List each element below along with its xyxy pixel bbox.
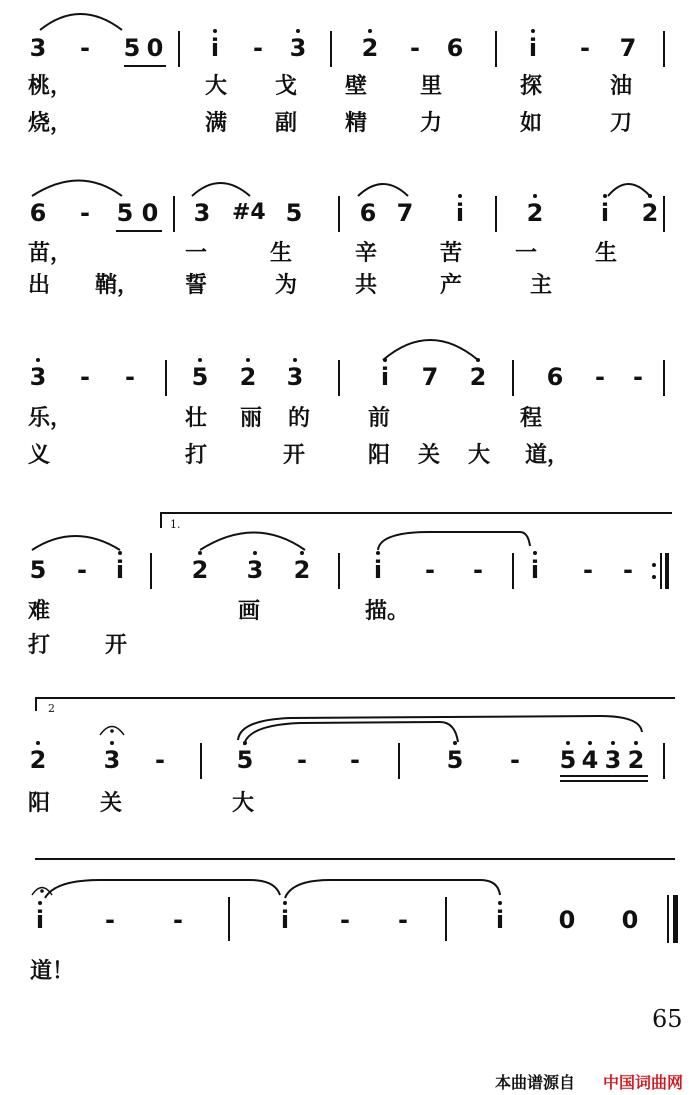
note: i (35, 906, 45, 934)
octave-dot (38, 901, 42, 905)
note: 3 (289, 34, 307, 62)
note: 3 (29, 363, 47, 391)
note: - (580, 34, 590, 62)
lyric-char: 誓 (185, 273, 208, 298)
lyric-char: 一 (185, 241, 208, 266)
lyric-char: 辛 (355, 241, 378, 266)
note: - (105, 906, 115, 934)
lyric-char: 义 (28, 443, 51, 468)
lyric-char: 副 (275, 111, 298, 136)
note: - (80, 34, 90, 62)
note: 5 (191, 363, 209, 391)
note: 3 (103, 746, 121, 774)
note: 4 (581, 746, 599, 774)
lyric-char: 如 (520, 111, 543, 136)
note: 3 (246, 556, 264, 584)
note: - (425, 556, 435, 584)
note: 3 (193, 199, 211, 227)
note: - (80, 363, 90, 391)
note: 3 (29, 34, 47, 62)
note: 6 (29, 199, 47, 227)
note: - (410, 34, 420, 62)
note: 3 (286, 363, 304, 391)
lyric-char: 阳 (368, 443, 391, 468)
note: i (280, 906, 290, 934)
lyric-char: 为 (275, 273, 298, 298)
note: i (600, 199, 610, 227)
volta-number: 2 (48, 702, 55, 715)
lyric-char: 鞘， (95, 273, 140, 298)
note: 2 (293, 556, 311, 584)
note: - (173, 906, 183, 934)
note: i (210, 34, 220, 62)
lyric-char: 阳 (28, 791, 51, 816)
note: 7 (396, 199, 414, 227)
lyric-line-1 (0, 958, 700, 988)
note: i (373, 556, 383, 584)
note: 6 (359, 199, 377, 227)
note: 5 (123, 34, 141, 62)
note: 2 (526, 199, 544, 227)
lyric-char: 程 (520, 406, 543, 431)
final-barline-thick (673, 895, 678, 943)
lyric-char: 烧， (28, 111, 73, 136)
volta-number: 1. (170, 518, 181, 531)
octave-dot (283, 901, 287, 905)
note: - (253, 34, 263, 62)
note: 0 (558, 906, 576, 934)
lyric-char: 关 (100, 791, 123, 816)
page-number: 65 (652, 1005, 683, 1033)
note: - (583, 556, 593, 584)
footer-source-label: 本曲谱源自 (495, 1073, 576, 1092)
lyric-char: 生 (270, 241, 293, 266)
final-barline (667, 895, 669, 943)
lyric-char: 前 (368, 406, 391, 431)
lyric-char: 打 (185, 443, 208, 468)
note: 7 (619, 34, 637, 62)
note: - (297, 746, 307, 774)
note: - (633, 363, 643, 391)
note: 2 (469, 363, 487, 391)
lyric-char: 一 (515, 241, 538, 266)
lyric-char: 的 (288, 406, 311, 431)
lyric-char: 戈 (275, 74, 298, 99)
note: - (595, 363, 605, 391)
note: 2 (29, 746, 47, 774)
note: 3 (604, 746, 622, 774)
note: 0 (141, 199, 159, 227)
note: 2 (641, 199, 659, 227)
note: i (528, 34, 538, 62)
octave-dot (498, 901, 502, 905)
lyric-char: 精 (345, 111, 368, 136)
lyric-char: 产 (440, 273, 463, 298)
lyric-char: 主 (530, 273, 553, 298)
lyric-char: 道！ (30, 959, 75, 984)
note: - (80, 199, 90, 227)
lyric-char: 难 (28, 599, 51, 624)
note: 2 (361, 34, 379, 62)
note: i (495, 906, 505, 934)
note: 2 (239, 363, 257, 391)
note: - (398, 906, 408, 934)
note: 2 (627, 746, 645, 774)
note: 0 (146, 34, 164, 62)
note: - (340, 906, 350, 934)
lyric-char: 里 (420, 74, 443, 99)
lyric-char: 壁 (345, 74, 368, 99)
note: 7 (421, 363, 439, 391)
note: i (115, 556, 125, 584)
note: - (350, 746, 360, 774)
lyric-char: 丽 (240, 406, 263, 431)
note: #4 (232, 200, 266, 225)
lyric-char: 生 (595, 241, 618, 266)
lyric-char: 苦 (440, 241, 463, 266)
note: - (125, 363, 135, 391)
lyric-char: 力 (420, 111, 443, 136)
lyric-char: 刀 (610, 111, 633, 136)
note: 6 (446, 34, 464, 62)
barline (445, 897, 447, 941)
note: i (530, 556, 540, 584)
note: - (155, 746, 165, 774)
lyric-char: 油 (610, 74, 633, 99)
lyric-char: 探 (520, 74, 543, 99)
lyric-char: 壮 (185, 406, 208, 431)
note: 0 (621, 906, 639, 934)
note: - (473, 556, 483, 584)
note: 6 (546, 363, 564, 391)
note: 5 (446, 746, 464, 774)
lyric-char: 道， (525, 443, 570, 468)
lyric-char: 开 (105, 633, 128, 658)
lyric-char: 满 (205, 111, 228, 136)
footer-site-link[interactable]: 中国词曲网 (603, 1073, 684, 1092)
lyric-char: 出 (28, 273, 51, 298)
lyric-char: 开 (283, 443, 306, 468)
note: - (77, 556, 87, 584)
note: i (380, 363, 390, 391)
barline (228, 897, 230, 941)
lyric-char: 大 (232, 791, 255, 816)
note: 5 (29, 556, 47, 584)
note: - (623, 556, 633, 584)
notes-row (0, 905, 700, 939)
note: 5 (236, 746, 254, 774)
lyric-char: 乐， (28, 406, 73, 431)
note: - (510, 746, 520, 774)
lyric-char: 关 (418, 443, 441, 468)
lyric-char: 共 (355, 273, 378, 298)
lyric-char: 打 (28, 633, 51, 658)
note: 5 (285, 199, 303, 227)
note: 2 (191, 556, 209, 584)
lyric-char: 大 (205, 74, 228, 99)
lyric-char: 苗， (28, 241, 73, 266)
note: 5 (559, 746, 577, 774)
lyric-char: 画 (238, 599, 261, 624)
lyric-char: 桃， (28, 74, 73, 99)
lyric-char: 大 (468, 443, 491, 468)
lyric-char: 描。 (365, 599, 410, 624)
note: 5 (116, 199, 134, 227)
note: i (455, 199, 465, 227)
